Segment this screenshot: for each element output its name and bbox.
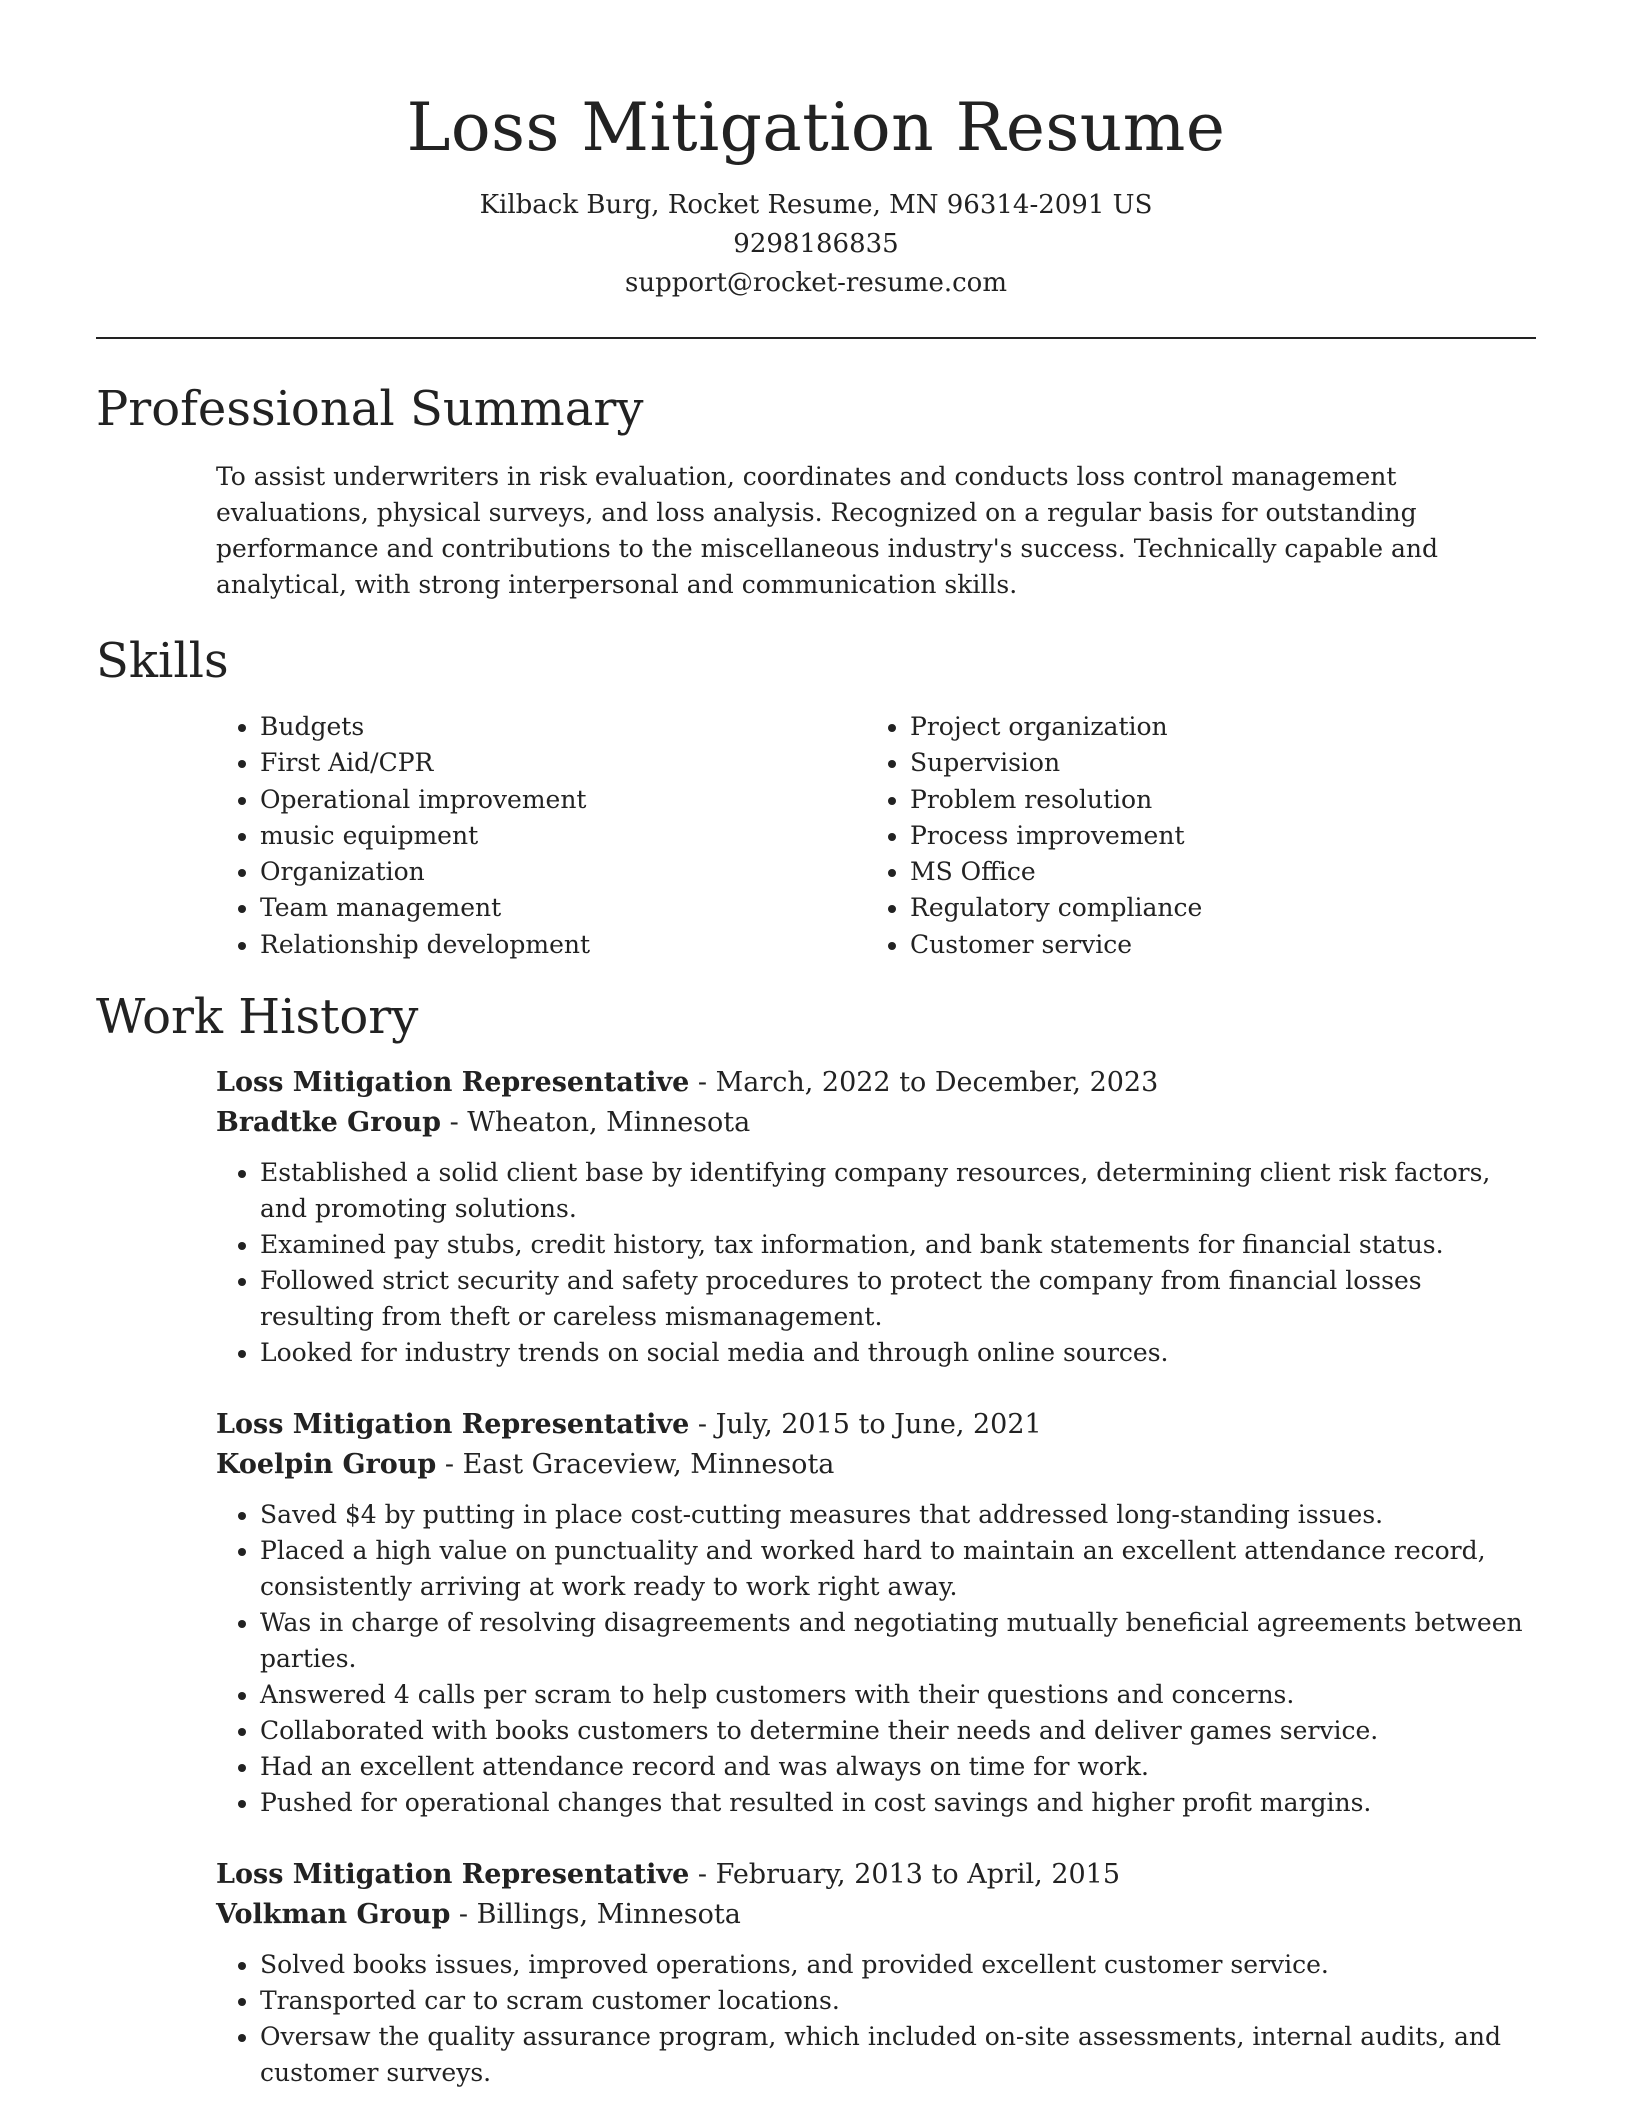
skill-item: • Customer service bbox=[910, 927, 1516, 963]
skill-item: • Team management bbox=[260, 890, 866, 926]
job-company: Koelpin Group bbox=[216, 1449, 437, 1481]
job-bullet: • Transported car to scram customer locations. bbox=[260, 1983, 1536, 2019]
job-bullets bbox=[216, 1497, 1536, 1821]
skills-list bbox=[216, 709, 1536, 963]
job-bullet: • Established a solid client base by identifying company resources, determining client risk factors, and promoting solutions. bbox=[260, 1155, 1536, 1227]
header-divider bbox=[96, 337, 1536, 339]
skill-item: • Process improvement bbox=[910, 818, 1516, 854]
job-entry bbox=[216, 1063, 1536, 1371]
skill-item: • Regulatory compliance bbox=[910, 890, 1516, 926]
skill-item: • Operational improvement bbox=[260, 782, 866, 818]
resume-title: Loss Mitigation Resume bbox=[406, 89, 1226, 166]
summary-text: To assist underwriters in risk evaluation, coordinates and conducts loss control management evaluations, physical surveys, and loss analysis. Recognized on a regular basis for outstanding performance and contributions to the miscellaneous industry's success. Technically capable and analytical, with strong interpersonal and communication skills. bbox=[216, 462, 1438, 599]
job-location: - Wheaton, Minnesota bbox=[440, 1107, 751, 1139]
job-title: Loss Mitigation Representative bbox=[216, 1409, 690, 1441]
job-title-line bbox=[216, 1405, 1536, 1445]
job-company-line bbox=[216, 1103, 1536, 1143]
skill-item: • Supervision bbox=[910, 745, 1516, 781]
job-bullets bbox=[216, 1947, 1536, 2091]
job-bullet: • Looked for industry trends on social media and through online sources. bbox=[260, 1335, 1536, 1371]
job-location: - East Graceview, Minnesota bbox=[436, 1449, 835, 1481]
email: support@rocket-resume.com bbox=[624, 268, 1007, 298]
skills-column-right bbox=[866, 709, 1516, 963]
contact-info bbox=[96, 186, 1536, 303]
work-history-heading: Work History bbox=[96, 989, 419, 1046]
job-bullet: • Followed strict security and safety procedures to protect the company from financial losses resulting from theft or careless mismanagement. bbox=[260, 1263, 1536, 1335]
resume-header bbox=[96, 0, 1536, 303]
job-title: Loss Mitigation Representative bbox=[216, 1067, 690, 1099]
job-dates: - July, 2015 to June, 2021 bbox=[689, 1409, 1042, 1441]
skills-heading: Skills bbox=[96, 633, 229, 689]
job-bullet: • Oversaw the quality assurance program, which included on-site assessments, internal audits, and customer surveys. bbox=[260, 2019, 1536, 2091]
address: Kilback Burg, Rocket Resume, MN 96314-2091 US bbox=[479, 190, 1153, 220]
job-title-line bbox=[216, 1063, 1536, 1103]
job-entry bbox=[216, 1855, 1536, 2091]
job-bullet: • Pushed for operational changes that resulted in cost savings and higher profit margins. bbox=[260, 1785, 1536, 1821]
summary-heading: Professional Summary bbox=[96, 381, 644, 437]
skill-item: • MS Office bbox=[910, 854, 1516, 890]
job-bullet: • Solved books issues, improved operations, and provided excellent customer service. bbox=[260, 1947, 1536, 1983]
skills-column-left bbox=[216, 709, 866, 963]
skill-item: • Organization bbox=[260, 854, 866, 890]
job-dates: - March, 2022 to December, 2023 bbox=[689, 1067, 1159, 1099]
job-title-line bbox=[216, 1855, 1536, 1895]
phone: 9298186835 bbox=[733, 229, 899, 259]
skill-item: • Project organization bbox=[910, 709, 1516, 745]
job-bullet: • Answered 4 calls per scram to help customers with their questions and concerns. bbox=[260, 1677, 1536, 1713]
job-bullet: • Saved $4 by putting in place cost-cutting measures that addressed long-standing issues. bbox=[260, 1497, 1536, 1533]
skill-item: • First Aid/CPR bbox=[260, 745, 866, 781]
job-bullet: • Collaborated with books customers to determine their needs and deliver games service. bbox=[260, 1713, 1536, 1749]
job-company: Bradtke Group bbox=[216, 1107, 441, 1139]
job-company-line bbox=[216, 1445, 1536, 1485]
job-location: - Billings, Minnesota bbox=[450, 1899, 741, 1931]
job-bullets bbox=[216, 1155, 1536, 1371]
skill-item: • Relationship development bbox=[260, 927, 866, 963]
skill-item: • Budgets bbox=[260, 709, 866, 745]
job-company: Volkman Group bbox=[216, 1899, 451, 1931]
job-dates: - February, 2013 to April, 2015 bbox=[689, 1859, 1121, 1891]
skill-item: • music equipment bbox=[260, 818, 866, 854]
job-entry bbox=[216, 1405, 1536, 1821]
job-bullet: • Examined pay stubs, credit history, tax information, and bank statements for financial status. bbox=[260, 1227, 1536, 1263]
resume-page bbox=[96, 0, 1536, 2112]
job-bullet: • Placed a high value on punctuality and worked hard to maintain an excellent attendance record, consistently arriving at work ready to work right away. bbox=[260, 1533, 1536, 1605]
skill-item: • Problem resolution bbox=[910, 782, 1516, 818]
job-company-line bbox=[216, 1895, 1536, 1935]
job-bullet: • Had an excellent attendance record and was always on time for work. bbox=[260, 1749, 1536, 1785]
job-title: Loss Mitigation Representative bbox=[216, 1859, 690, 1891]
job-bullet: • Was in charge of resolving disagreements and negotiating mutually beneficial agreements between parties. bbox=[260, 1605, 1536, 1677]
